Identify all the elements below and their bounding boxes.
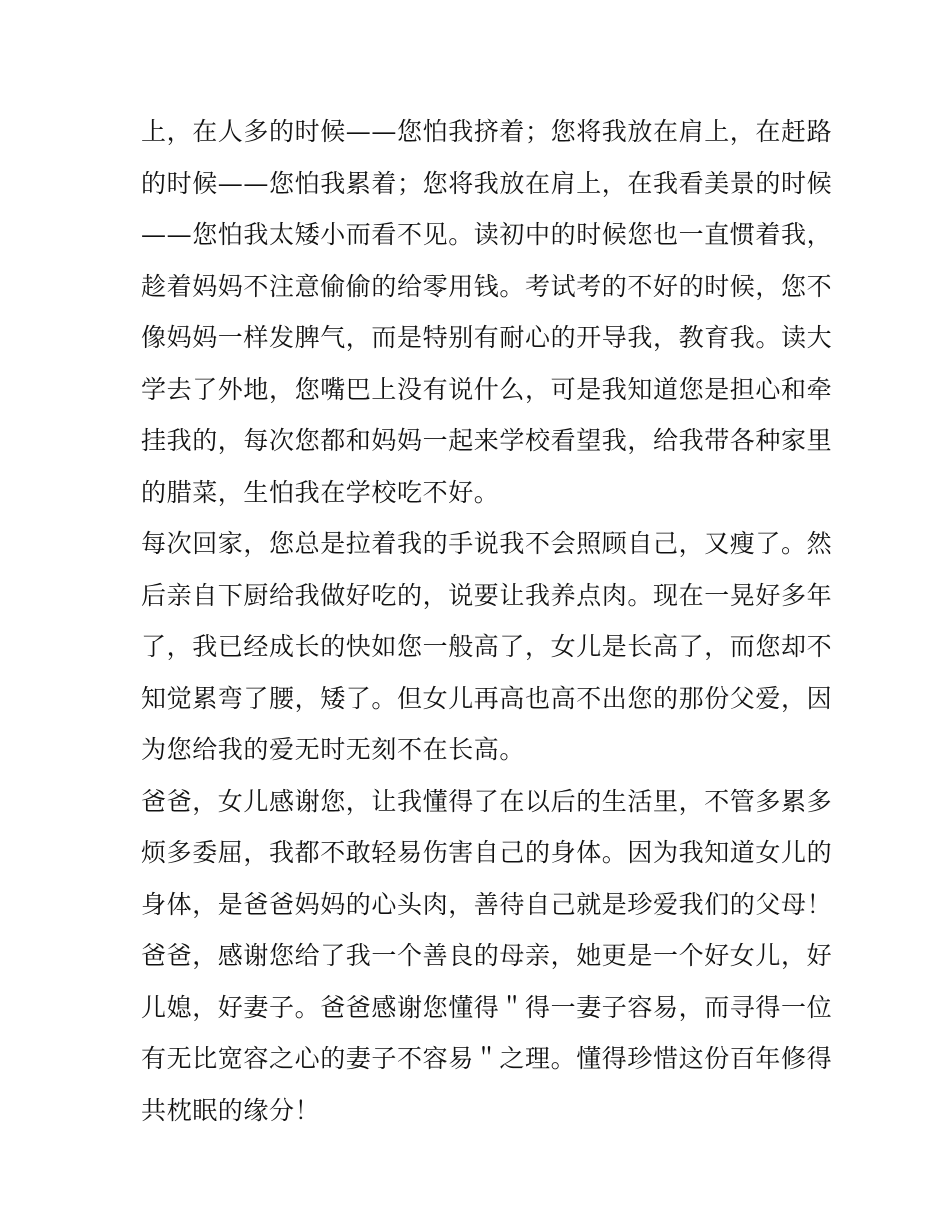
text-line: 趁着妈妈不注意偷偷的给零用钱。考试考的不好的时候，您不 [141, 271, 833, 301]
text-line: 挂我的，每次您都和妈妈一起来学校看望我，给我带各种家里 [141, 426, 833, 455]
text-line: 后亲自下厨给我做好吃的，说要让我养点肉。现在一晃好多年 [141, 580, 833, 610]
text-line: 每次回家，您总是拉着我的手说我不会照顾自己，又瘦了。然 [141, 529, 833, 558]
document-page [141, 106, 833, 1136]
text-line: 学去了外地，您嘴巴上没有说什么，可是我知道您是担心和牵 [141, 374, 833, 404]
text-line: 爸爸，感谢您给了我一个善良的母亲，她更是一个好女儿，好 [141, 941, 833, 970]
text-line: 共枕眠的缘分！ [141, 1095, 321, 1125]
text-line: 为您给我的爱无时无刻不在长高。 [141, 735, 526, 764]
text-line: 的腊菜，生怕我在学校吃不好。 [141, 477, 500, 507]
text-line: 的时候——您怕我累着；您将我放在肩上，在我看美景的时候 [141, 168, 833, 198]
text-line: 了，我已经成长的快如您一般高了，女儿是长高了，而您却不 [141, 632, 833, 661]
text-line: 上，在人多的时候——您怕我挤着；您将我放在肩上，在赶路 [141, 117, 833, 146]
text-line: 有无比宽容之心的妻子不容易＂之理。懂得珍惜这份百年修得 [141, 1044, 833, 1073]
text-line: 像妈妈一样发脾气，而是特别有耐心的开导我，教育我。读大 [141, 323, 833, 352]
text-line: 爸爸，女儿感谢您，让我懂得了在以后的生活里，不管多累多 [141, 786, 833, 816]
text-line: 烦多委屈，我都不敢轻易伤害自己的身体。因为我知道女儿的 [141, 838, 833, 867]
text-line: 儿媳，好妻子。爸爸感谢您懂得＂得一妻子容易，而寻得一位 [141, 992, 833, 1022]
text-line: 知觉累弯了腰，矮了。但女儿再高也高不出您的那份父爱，因 [141, 683, 833, 713]
text-line: 身体，是爸爸妈妈的心头肉，善待自己就是珍爱我们的父母！ [141, 889, 833, 919]
text-line: ——您怕我太矮小而看不见。读初中的时候您也一直惯着我， [141, 220, 833, 249]
